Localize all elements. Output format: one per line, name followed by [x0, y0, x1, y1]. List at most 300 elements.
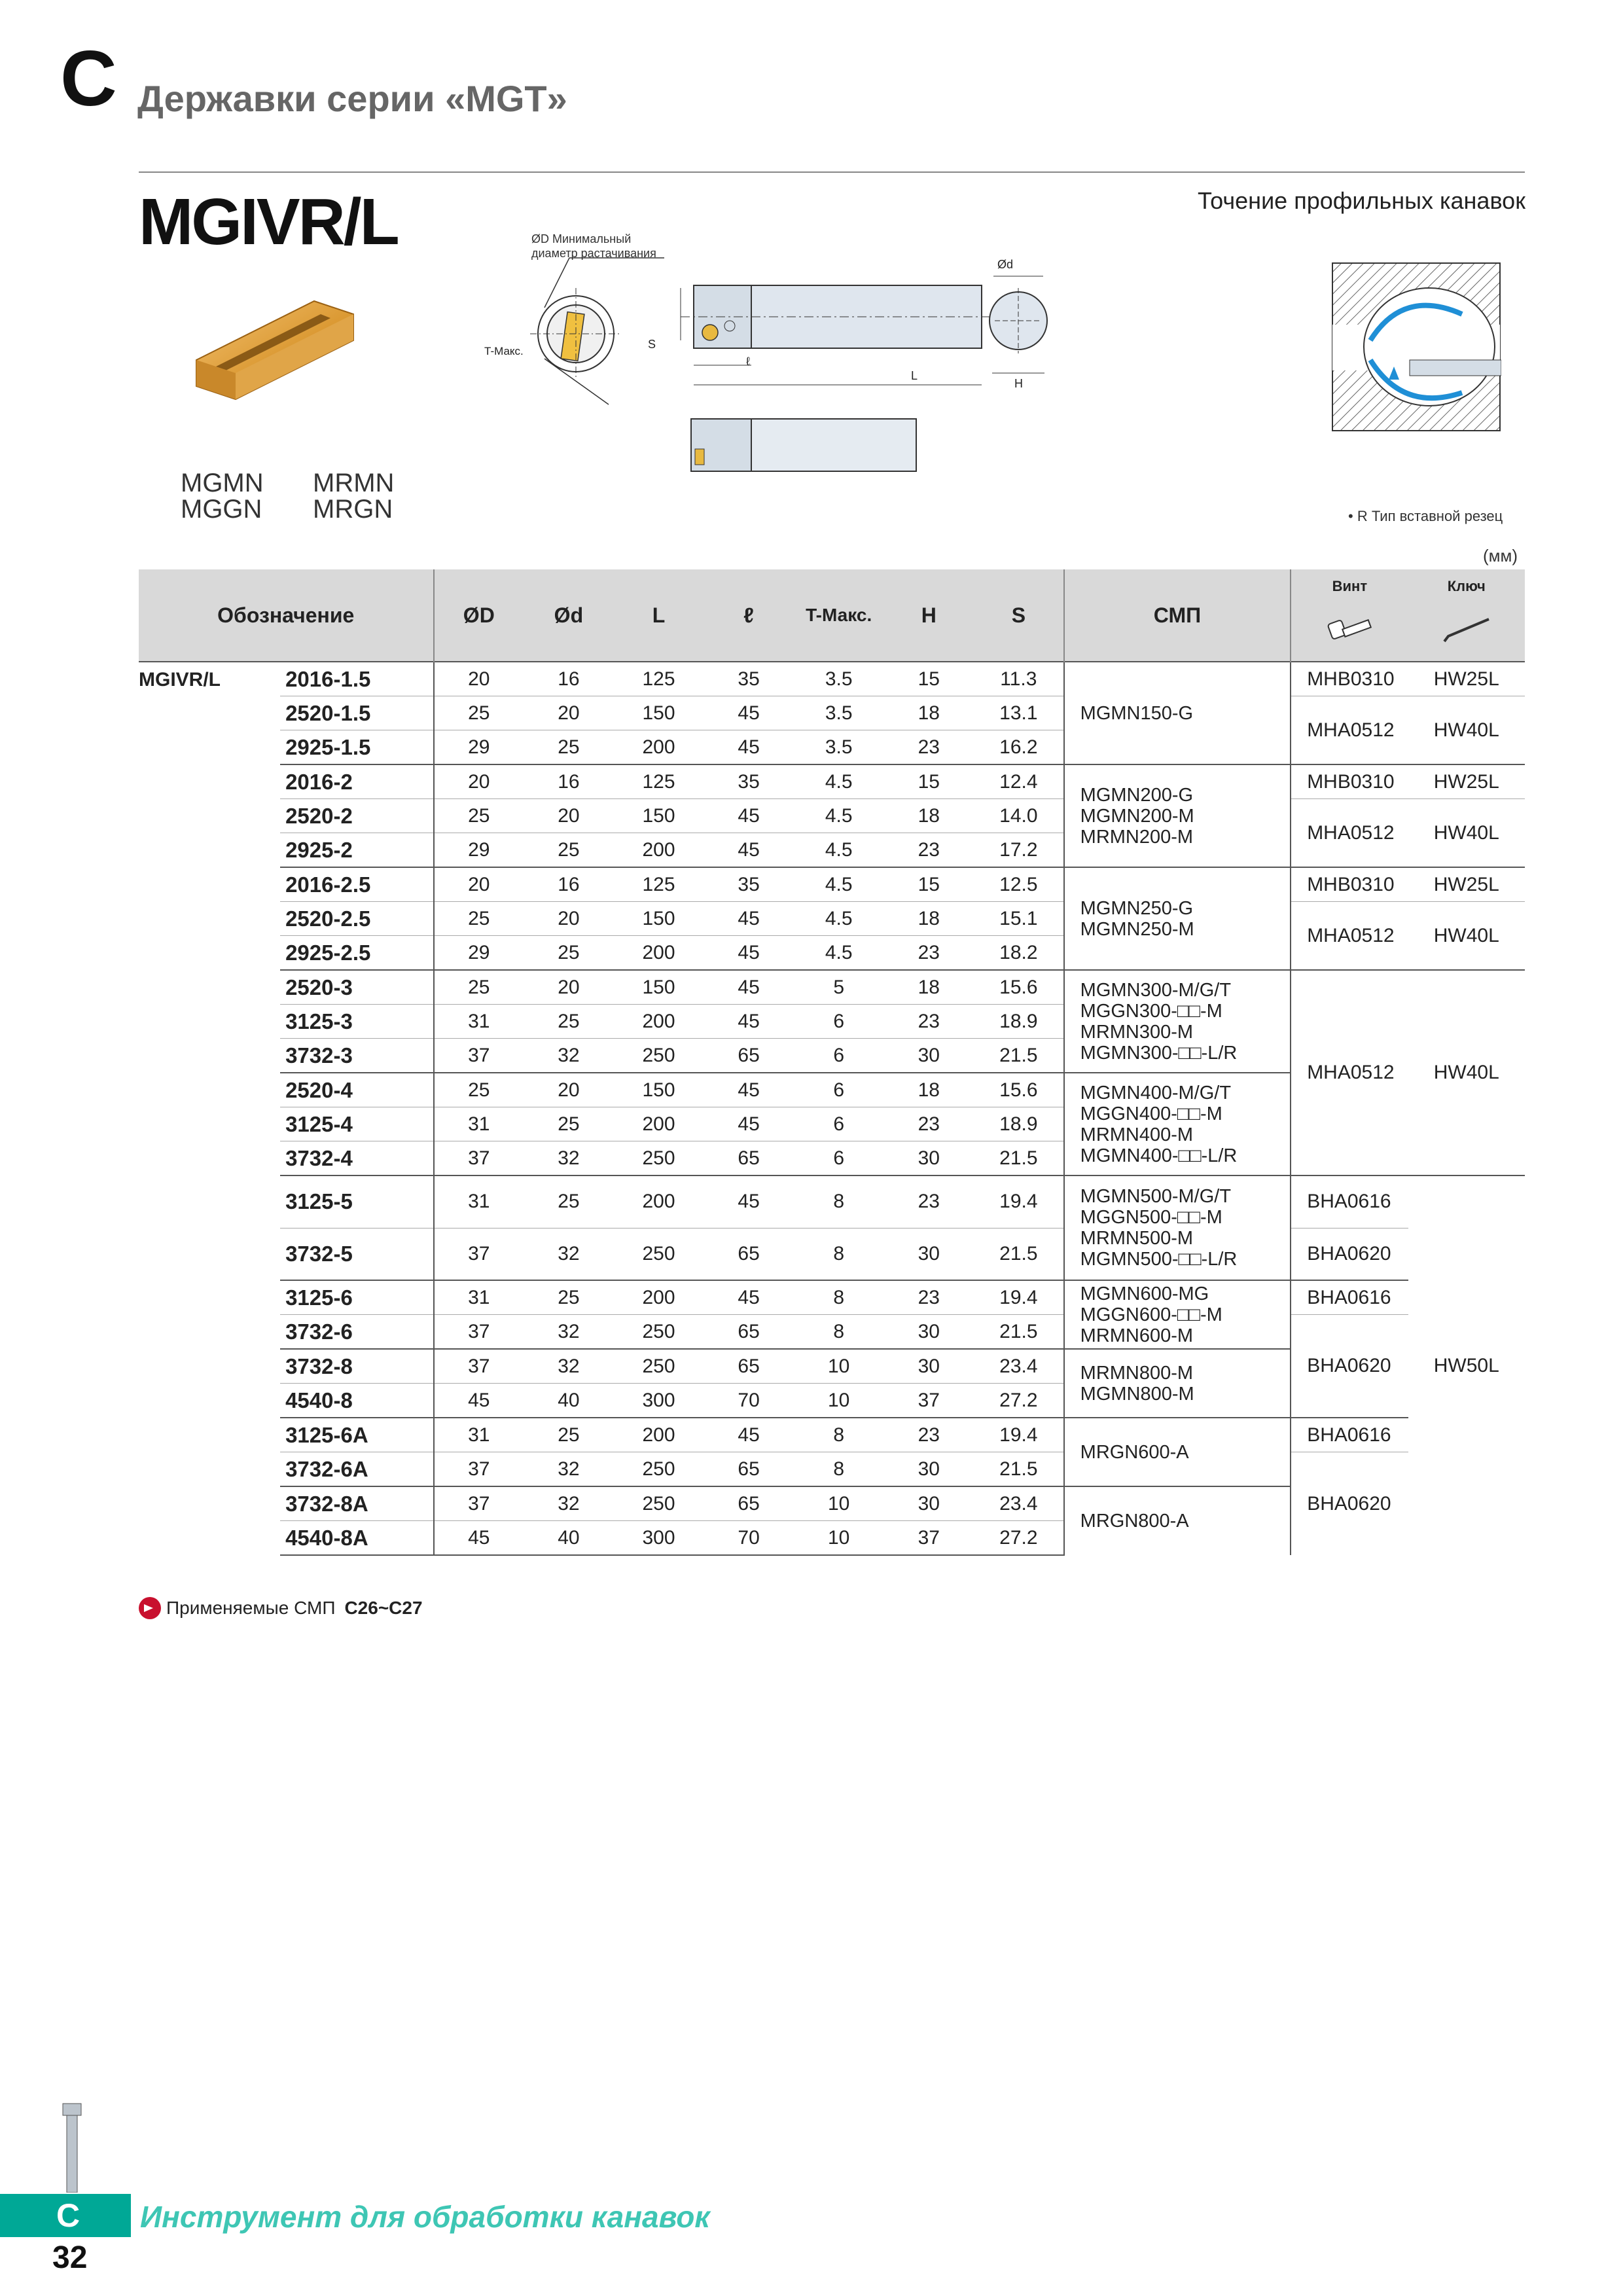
value-cell-D: 29: [434, 730, 524, 765]
t-max-label: T-Макс.: [484, 345, 524, 357]
smp-item: MGGN400-□□-M: [1080, 1103, 1222, 1124]
screw-cell: BHA0620: [1291, 1315, 1408, 1418]
smp-item: MGMN600-MG: [1080, 1283, 1209, 1304]
designation-cell: 3125-3: [280, 1005, 433, 1039]
smp-cell: MRGN600-A: [1064, 1418, 1291, 1486]
designation-cell: 3125-5: [280, 1175, 433, 1228]
designation-cell: 3125-6A: [280, 1418, 433, 1452]
value-cell-S: 21.5: [974, 1039, 1064, 1073]
screw-header-cell: [1291, 603, 1408, 662]
designation-cell: 2520-3: [280, 970, 433, 1005]
value-cell-D: 20: [434, 662, 524, 696]
value-cell-t: 8: [794, 1315, 884, 1350]
value-cell-d: 16: [524, 867, 614, 902]
value-cell-L: 300: [614, 1521, 704, 1556]
value-cell-d: 32: [524, 1228, 614, 1280]
value-cell-d: 20: [524, 696, 614, 730]
value-cell-t: 4.5: [794, 867, 884, 902]
value-cell-D: 45: [434, 1521, 524, 1556]
designation-cell: 2520-1.5: [280, 696, 433, 730]
col-key: Ключ: [1408, 569, 1525, 603]
value-cell-l: 45: [704, 1418, 794, 1452]
value-cell-H: 30: [883, 1039, 974, 1073]
value-cell-t: 3.5: [794, 730, 884, 765]
screw-cell: MHB0310: [1291, 867, 1408, 902]
value-cell-H: 18: [883, 902, 974, 936]
value-cell-L: 250: [614, 1141, 704, 1176]
value-cell-d: 20: [524, 902, 614, 936]
value-cell-d: 25: [524, 1107, 614, 1141]
d-label: Ød: [997, 258, 1014, 271]
page-number: 32: [52, 2240, 88, 2275]
value-cell-S: 23.4: [974, 1349, 1064, 1384]
smp-cell: [1064, 764, 1291, 867]
smp-item: MGMN200-M: [1080, 805, 1194, 827]
value-cell-t: 8: [794, 1228, 884, 1280]
key-cell: HW25L: [1408, 662, 1525, 696]
value-cell-S: 18.9: [974, 1005, 1064, 1039]
value-cell-D: 31: [434, 1107, 524, 1141]
value-cell-S: 12.4: [974, 764, 1064, 799]
col-H: H: [883, 569, 974, 662]
value-cell-D: 29: [434, 833, 524, 868]
value-cell-H: 30: [883, 1349, 974, 1384]
designation-cell: 3732-3: [280, 1039, 433, 1073]
screw-cell: BHA0616: [1291, 1280, 1408, 1315]
designation-cell: 3732-8: [280, 1349, 433, 1384]
table-row: [139, 764, 1525, 799]
smp-item: MRMN800-M: [1080, 1362, 1194, 1384]
value-cell-D: 29: [434, 936, 524, 971]
smp-item: MGGN500-□□-M: [1080, 1207, 1222, 1228]
table-row: [139, 1452, 1525, 1487]
value-cell-l: 65: [704, 1141, 794, 1176]
col-designation: Обозначение: [139, 569, 434, 662]
smp-item: MGMN200-G: [1080, 784, 1194, 806]
value-cell-L: 125: [614, 867, 704, 902]
l-label: L: [911, 369, 918, 382]
key-cell: HW50L: [1408, 1175, 1525, 1555]
value-cell-t: 6: [794, 1039, 884, 1073]
h-label: H: [1014, 377, 1023, 390]
designation-cell: 2016-2.5: [280, 867, 433, 902]
smp-cell: [1064, 1349, 1291, 1418]
value-cell-d: 16: [524, 764, 614, 799]
value-cell-S: 17.2: [974, 833, 1064, 868]
value-cell-L: 200: [614, 833, 704, 868]
value-cell-d: 32: [524, 1141, 614, 1176]
value-cell-l: 35: [704, 867, 794, 902]
table-row: [139, 970, 1525, 1005]
value-cell-H: 37: [883, 1521, 974, 1556]
value-cell-d: 25: [524, 1418, 614, 1452]
tool-thumbnail-icon: [59, 2101, 85, 2193]
value-cell-L: 250: [614, 1039, 704, 1073]
value-cell-L: 250: [614, 1315, 704, 1350]
col-d: Ød: [524, 569, 614, 662]
designation-cell: 4540-8A: [280, 1521, 433, 1556]
designation-cell: 3732-4: [280, 1141, 433, 1176]
designation-cell: 2925-2: [280, 833, 433, 868]
l-small-label: ℓ: [746, 355, 750, 368]
smp-cell: MGMN150-G: [1064, 662, 1291, 764]
value-cell-d: 16: [524, 662, 614, 696]
smp-item: MGMN250-G: [1080, 897, 1194, 919]
smp-item: MRMN200-M: [1080, 826, 1194, 848]
value-cell-l: 35: [704, 764, 794, 799]
col-L: L: [614, 569, 704, 662]
value-cell-D: 25: [434, 1073, 524, 1107]
smp-item: MGMN250-M: [1080, 918, 1194, 940]
footer-section-title: Инструмент для обработки канавок: [140, 2200, 710, 2234]
designation-cell: 4540-8: [280, 1384, 433, 1418]
value-cell-t: 6: [794, 1073, 884, 1107]
smp-item: MGGN300-□□-M: [1080, 1000, 1222, 1022]
key-cell: HW40L: [1408, 799, 1525, 868]
value-cell-L: 125: [614, 662, 704, 696]
value-cell-D: 25: [434, 970, 524, 1005]
value-cell-H: 23: [883, 1005, 974, 1039]
value-cell-S: 21.5: [974, 1315, 1064, 1350]
value-cell-d: 25: [524, 833, 614, 868]
smp-item: MGMN500-□□-L/R: [1080, 1249, 1238, 1270]
value-cell-L: 200: [614, 1107, 704, 1141]
value-cell-D: 31: [434, 1418, 524, 1452]
value-cell-D: 37: [434, 1315, 524, 1350]
value-cell-l: 45: [704, 970, 794, 1005]
value-cell-l: 65: [704, 1228, 794, 1280]
smp-item: MRMN600-M: [1080, 1325, 1194, 1346]
value-cell-d: 25: [524, 1175, 614, 1228]
smp-cell: MRGN800-A: [1064, 1486, 1291, 1555]
smp-cell: [1064, 1175, 1291, 1280]
grooving-illustration: [1331, 262, 1501, 432]
col-tmax: T-Макс.: [794, 569, 884, 662]
value-cell-H: 23: [883, 1175, 974, 1228]
value-cell-D: 31: [434, 1175, 524, 1228]
value-cell-L: 250: [614, 1452, 704, 1487]
screw-cell: MHB0310: [1291, 662, 1408, 696]
value-cell-l: 65: [704, 1315, 794, 1350]
value-cell-l: 70: [704, 1521, 794, 1556]
value-cell-S: 15.1: [974, 902, 1064, 936]
value-cell-D: 20: [434, 764, 524, 799]
table-row: [139, 799, 1525, 833]
value-cell-L: 200: [614, 1280, 704, 1315]
value-cell-H: 15: [883, 662, 974, 696]
key-cell: HW40L: [1408, 970, 1525, 1175]
screw-cell: BHA0616: [1291, 1418, 1408, 1452]
value-cell-l: 45: [704, 1280, 794, 1315]
screw-cell: BHA0620: [1291, 1452, 1408, 1556]
value-cell-D: 31: [434, 1280, 524, 1315]
value-cell-S: 23.4: [974, 1486, 1064, 1521]
key-cell: HW25L: [1408, 764, 1525, 799]
key-cell: HW40L: [1408, 696, 1525, 765]
screw-cell: BHA0620: [1291, 1228, 1408, 1280]
value-cell-L: 200: [614, 730, 704, 765]
table-row: [139, 1315, 1525, 1350]
smp-item: MRMN400-M: [1080, 1124, 1194, 1145]
value-cell-L: 300: [614, 1384, 704, 1418]
value-cell-d: 25: [524, 1005, 614, 1039]
value-cell-H: 18: [883, 696, 974, 730]
value-cell-t: 8: [794, 1175, 884, 1228]
designation-cell: 2520-2: [280, 799, 433, 833]
value-cell-L: 250: [614, 1486, 704, 1521]
value-cell-d: 20: [524, 970, 614, 1005]
table-row: [139, 1228, 1525, 1280]
value-cell-S: 21.5: [974, 1452, 1064, 1487]
value-cell-H: 23: [883, 1418, 974, 1452]
smp-item: MGMN300-M/G/T: [1080, 979, 1232, 1001]
screw-cell: MHB0310: [1291, 764, 1408, 799]
value-cell-S: 16.2: [974, 730, 1064, 765]
value-cell-H: 23: [883, 936, 974, 971]
value-cell-H: 23: [883, 833, 974, 868]
value-cell-H: 30: [883, 1228, 974, 1280]
application-subtitle: Точение профильных канавок: [1198, 187, 1525, 214]
value-cell-t: 4.5: [794, 799, 884, 833]
value-cell-d: 20: [524, 799, 614, 833]
designation-cell: 2016-2: [280, 764, 433, 799]
value-cell-l: 45: [704, 902, 794, 936]
value-cell-d: 32: [524, 1039, 614, 1073]
value-cell-l: 65: [704, 1486, 794, 1521]
smp-item: MRMN500-M: [1080, 1228, 1194, 1249]
table-row: [139, 1175, 1525, 1228]
designation-cell: 3732-6: [280, 1315, 433, 1350]
spec-table-body: [139, 662, 1525, 1555]
value-cell-D: 45: [434, 1384, 524, 1418]
value-cell-S: 27.2: [974, 1384, 1064, 1418]
value-cell-D: 20: [434, 867, 524, 902]
smp-item: MGGN600-□□-M: [1080, 1304, 1222, 1325]
value-cell-D: 25: [434, 799, 524, 833]
value-cell-D: 37: [434, 1452, 524, 1487]
designation-cell: 3732-6A: [280, 1452, 433, 1487]
value-cell-D: 37: [434, 1228, 524, 1280]
value-cell-D: 25: [434, 696, 524, 730]
insert-code-4: MRGN: [313, 495, 393, 524]
page-header-title: Державки серии «MGT»: [137, 78, 567, 119]
value-cell-t: 4.5: [794, 936, 884, 971]
table-row: [139, 696, 1525, 730]
value-cell-d: 20: [524, 1073, 614, 1107]
value-cell-H: 30: [883, 1141, 974, 1176]
value-cell-H: 15: [883, 764, 974, 799]
value-cell-L: 150: [614, 696, 704, 730]
value-cell-L: 200: [614, 936, 704, 971]
value-cell-H: 18: [883, 799, 974, 833]
value-cell-l: 65: [704, 1039, 794, 1073]
value-cell-H: 30: [883, 1452, 974, 1487]
ref-pages[interactable]: C26~C27: [344, 1598, 423, 1618]
value-cell-l: 65: [704, 1349, 794, 1384]
value-cell-L: 250: [614, 1228, 704, 1280]
value-cell-S: 15.6: [974, 970, 1064, 1005]
smp-item: MGMN500-M/G/T: [1080, 1186, 1232, 1207]
col-D: ØD: [434, 569, 524, 662]
screw-cell: MHA0512: [1291, 902, 1408, 971]
value-cell-S: 21.5: [974, 1141, 1064, 1176]
screw-cell: BHA0616: [1291, 1175, 1408, 1228]
value-cell-D: 37: [434, 1141, 524, 1176]
ref-text: Применяемые СМП: [166, 1598, 336, 1618]
value-cell-t: 3.5: [794, 662, 884, 696]
value-cell-t: 6: [794, 1005, 884, 1039]
value-cell-S: 19.4: [974, 1418, 1064, 1452]
key-cell: HW25L: [1408, 867, 1525, 902]
value-cell-S: 18.2: [974, 936, 1064, 971]
value-cell-d: 40: [524, 1521, 614, 1556]
designation-cell: 3732-5: [280, 1228, 433, 1280]
value-cell-d: 32: [524, 1452, 614, 1487]
value-cell-t: 8: [794, 1452, 884, 1487]
insert-image: [190, 288, 360, 419]
arrow-icon: [139, 1597, 161, 1619]
value-cell-L: 200: [614, 1418, 704, 1452]
value-cell-D: 31: [434, 1005, 524, 1039]
spec-table: [139, 569, 1525, 1556]
value-cell-d: 25: [524, 1280, 614, 1315]
smp-item: MGMN800-M: [1080, 1383, 1194, 1405]
designation-cell: 2520-2.5: [280, 902, 433, 936]
value-cell-S: 21.5: [974, 1228, 1064, 1280]
value-cell-D: 25: [434, 902, 524, 936]
designation-cell: 2520-4: [280, 1073, 433, 1107]
value-cell-S: 18.9: [974, 1107, 1064, 1141]
smp-item: MGMN300-□□-L/R: [1080, 1042, 1238, 1064]
insert-code-2: MRMN: [313, 469, 395, 497]
value-cell-S: 14.0: [974, 799, 1064, 833]
value-cell-S: 12.5: [974, 867, 1064, 902]
value-cell-l: 45: [704, 1073, 794, 1107]
value-cell-l: 45: [704, 833, 794, 868]
value-cell-S: 11.3: [974, 662, 1064, 696]
min-bore-label-line1: ØD Минимальный: [531, 232, 632, 245]
table-row: [139, 1280, 1525, 1315]
value-cell-L: 200: [614, 1175, 704, 1228]
value-cell-S: 19.4: [974, 1175, 1064, 1228]
smp-cell: [1064, 1073, 1291, 1175]
value-cell-L: 200: [614, 1005, 704, 1039]
insert-type-note: • R Тип вставной резец: [1348, 508, 1503, 524]
value-cell-L: 250: [614, 1349, 704, 1384]
value-cell-D: 37: [434, 1039, 524, 1073]
col-screw: Винт: [1291, 569, 1408, 603]
col-S: S: [974, 569, 1064, 662]
value-cell-t: 10: [794, 1486, 884, 1521]
designation-cell: 2016-1.5: [280, 662, 433, 696]
value-cell-l: 45: [704, 1005, 794, 1039]
value-cell-l: 45: [704, 799, 794, 833]
value-cell-d: 40: [524, 1384, 614, 1418]
key-header-cell: [1408, 603, 1525, 662]
insert-code-3: MGGN: [181, 495, 262, 524]
screw-icon: [1323, 610, 1376, 649]
value-cell-H: 23: [883, 730, 974, 765]
col-smp: СМП: [1064, 569, 1291, 662]
value-cell-t: 8: [794, 1418, 884, 1452]
value-cell-S: 19.4: [974, 1280, 1064, 1315]
holder-drawing: [484, 249, 1086, 524]
value-cell-l: 65: [704, 1452, 794, 1487]
value-cell-t: 4.5: [794, 902, 884, 936]
value-cell-t: 6: [794, 1141, 884, 1176]
value-cell-H: 15: [883, 867, 974, 902]
value-cell-L: 150: [614, 902, 704, 936]
value-cell-t: 3.5: [794, 696, 884, 730]
value-cell-L: 150: [614, 970, 704, 1005]
value-cell-L: 150: [614, 1073, 704, 1107]
insert-code-1: MGMN: [181, 469, 264, 497]
value-cell-S: 13.1: [974, 696, 1064, 730]
value-cell-l: 45: [704, 936, 794, 971]
value-cell-d: 32: [524, 1315, 614, 1350]
value-cell-H: 23: [883, 1280, 974, 1315]
value-cell-t: 10: [794, 1521, 884, 1556]
table-row: [139, 1418, 1525, 1452]
smp-item: MGMN400-M/G/T: [1080, 1082, 1232, 1103]
value-cell-t: 5: [794, 970, 884, 1005]
value-cell-H: 37: [883, 1384, 974, 1418]
value-cell-l: 35: [704, 662, 794, 696]
value-cell-H: 30: [883, 1315, 974, 1350]
table-row: [139, 867, 1525, 902]
screw-cell: MHA0512: [1291, 696, 1408, 765]
value-cell-t: 10: [794, 1384, 884, 1418]
value-cell-d: 25: [524, 936, 614, 971]
value-cell-S: 27.2: [974, 1521, 1064, 1556]
value-cell-L: 150: [614, 799, 704, 833]
smp-item: MGMN400-□□-L/R: [1080, 1145, 1238, 1166]
value-cell-t: 4.5: [794, 764, 884, 799]
applicable-inserts-ref: [139, 1597, 423, 1619]
value-cell-D: 37: [434, 1349, 524, 1384]
value-cell-l: 45: [704, 730, 794, 765]
designation-cell: 3125-4: [280, 1107, 433, 1141]
section-letter: C: [60, 35, 117, 122]
value-cell-H: 18: [883, 970, 974, 1005]
min-bore-label-line2: диаметр растачивания: [531, 247, 656, 260]
value-cell-t: 8: [794, 1280, 884, 1315]
s-label: S: [648, 338, 656, 351]
value-cell-H: 30: [883, 1486, 974, 1521]
unit-label: (мм): [1483, 546, 1518, 565]
screw-cell: MHA0512: [1291, 970, 1408, 1175]
value-cell-t: 4.5: [794, 833, 884, 868]
smp-cell: [1064, 867, 1291, 970]
value-cell-l: 70: [704, 1384, 794, 1418]
value-cell-d: 32: [524, 1486, 614, 1521]
value-cell-t: 6: [794, 1107, 884, 1141]
col-l: ℓ: [704, 569, 794, 662]
value-cell-l: 45: [704, 1107, 794, 1141]
model-title: MGIVR/L: [139, 185, 398, 259]
designation-cell: 3125-6: [280, 1280, 433, 1315]
value-cell-l: 45: [704, 1175, 794, 1228]
value-cell-d: 25: [524, 730, 614, 765]
family-label: MGIVR/L: [139, 662, 280, 1555]
table-row: [139, 662, 1525, 696]
designation-cell: 2925-1.5: [280, 730, 433, 765]
value-cell-D: 37: [434, 1486, 524, 1521]
designation-cell: 3732-8A: [280, 1486, 433, 1521]
header-divider: [139, 171, 1525, 173]
table-row: [139, 902, 1525, 936]
smp-item: MRMN300-M: [1080, 1021, 1194, 1043]
